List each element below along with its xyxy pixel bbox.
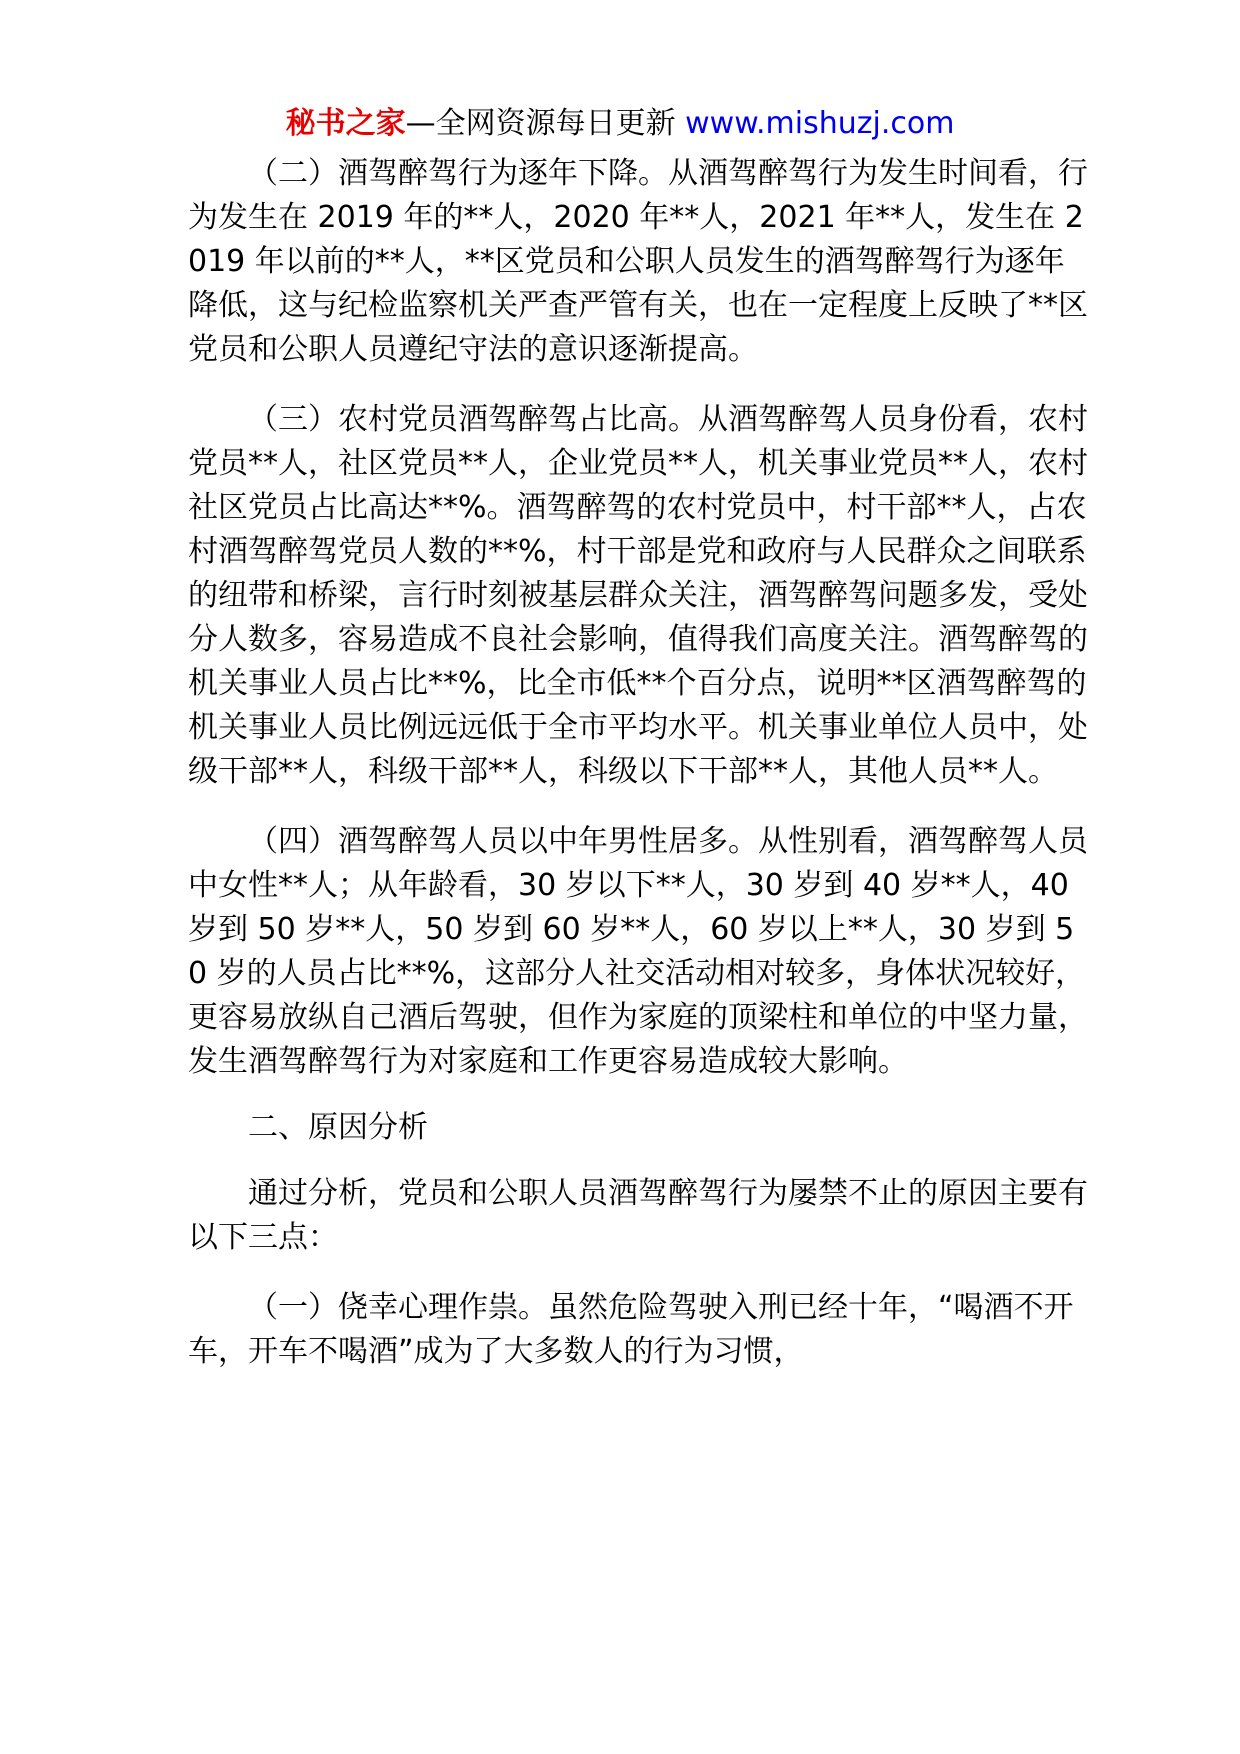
site-tagline: —全网资源每日更新	[405, 106, 686, 141]
section-heading-cause-analysis: 二、原因分析	[248, 1110, 428, 1145]
site-header	[0, 102, 1240, 146]
paragraph-middle-aged-men: （四）酒驾醉驾人员以中年男性居多。从性别看，酒驾醉驾人员中女性**人；从年龄看，30 岁以下**人，30 岁到 40 岁**人，40 岁到 50 岁**人，50 岁到 60 岁**人，60 岁以上**人，30 岁到 50 岁的人员占比**%，这部分人社交活动相对较多，身体状况较好，更容易放纵自己酒后驾驶，但作为家庭的顶梁柱和单位的中坚力量，发生酒驾醉驾行为对家庭和工作更容易造成较大影响。	[188, 824, 1088, 1079]
site-brand: 秘书之家	[285, 106, 406, 141]
paragraph-rural-members: （三）农村党员酒驾醉驾占比高。从酒驾醉驾人员身份看，农村党员**人，社区党员**人，企业党员**人，机关事业党员**人，农村社区党员占比高达**%。酒驾醉驾的农村党员中，村干部**人，占农村酒驾醉驾党员人数的**%，村干部是党和政府与人民群众之间联系的纽带和桥梁，言行时刻被基层群众关注，酒驾醉驾问题多发，受处分人数多，容易造成不良社会影响，值得我们高度关注。酒驾醉驾的机关事业人员占比**%，比全市低**个百分点，说明**区酒驾醉驾的机关事业人员比例远远低于全市平均水平。机关事业单位人员中，处级干部**人，科级干部**人，科级以下干部**人，其他人员**人。	[188, 402, 1088, 789]
paragraph-luck-mentality: （一）侥幸心理作祟。虽然危险驾驶入刑已经十年，“喝酒不开车，开车不喝酒”成为了大多数人的行为习惯，	[188, 1290, 1074, 1369]
paragraph-analysis-intro: 通过分析，党员和公职人员酒驾醉驾行为屡禁不止的原因主要有以下三点：	[188, 1176, 1088, 1255]
document-body	[188, 152, 1088, 1374]
site-url-link[interactable]: www.mishuzj.com	[685, 106, 955, 141]
paragraph-drunk-driving-decline: （二）酒驾醉驾行为逐年下降。从酒驾醉驾行为发生时间看，行为发生在 2019 年的**人，2020 年**人，2021 年**人，发生在 2019 年以前的**人，**区党员和公职人员发生的酒驾醉驾行为逐年降低，这与纪检监察机关严查严管有关，也在一定程度上反映了**区党员和公职人员遵纪守法的意识逐渐提高。	[188, 156, 1088, 367]
